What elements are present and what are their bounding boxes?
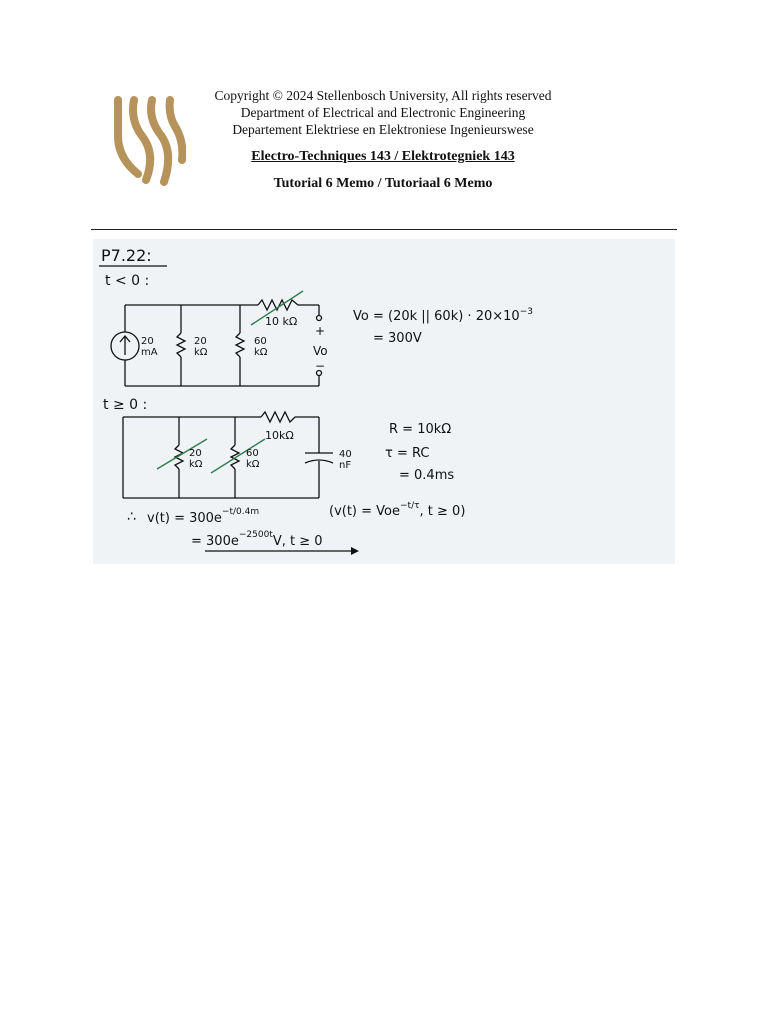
r1-unit: kΩ [194, 347, 208, 358]
memo-title: Tutorial 6 Memo / Tutoriaal 6 Memo [273, 176, 493, 191]
handwritten-solution [93, 239, 675, 564]
vo-label: Vo [313, 344, 328, 358]
condition-t-positive: t ≥ 0 : [103, 397, 148, 413]
condition-t-negative: t < 0 : [105, 273, 150, 289]
r2-unit: kΩ [246, 459, 260, 470]
source-unit: mA [141, 347, 158, 358]
document-header [190, 87, 576, 192]
r2-value: 60 [254, 336, 267, 347]
r1-unit: kΩ [189, 459, 203, 470]
tau-value: = 0.4ms [399, 468, 455, 483]
cap-unit: nF [339, 460, 352, 471]
general-solution: (v(t) = Voe$^{-t/\tau}$, t ≥ 0) [329, 501, 466, 519]
copyright-line: Copyright © 2024 Stellenbosch University, All rights reserved [214, 88, 552, 103]
department-english: Department of Electrical and Electronic Engineering [240, 105, 526, 120]
tau-equation: τ = RC [385, 446, 430, 461]
r-equation: R = 10kΩ [389, 422, 452, 437]
r1-value: 20 [194, 336, 207, 347]
therefore-symbol: ∴ [127, 509, 136, 525]
course-title: Electro-Techniques 143 / Elektrotegniek 143 [251, 149, 515, 164]
minus-sign: − [315, 359, 326, 373]
stellenbosch-university-logo [112, 96, 186, 188]
arrow-head-icon [351, 547, 359, 555]
vo-result: = 300V [373, 331, 422, 346]
cap-value: 40 [339, 449, 352, 460]
circuit-t-positive [123, 412, 333, 498]
source-value: 20 [141, 336, 154, 347]
plus-sign: + [315, 324, 326, 338]
vo-equation: Vo = (20k || $60k) \cdot 20\times 10^{-3}$ [353, 307, 533, 324]
r2-value: 60 [246, 448, 259, 459]
result-line-2: = $300e^{-2500t}V$, t ≥ 0 [191, 530, 323, 549]
r2-unit: kΩ [254, 347, 268, 358]
header-divider [91, 229, 677, 230]
result-line-1: $v(t) = 300e^{-t/0.4m}$ [147, 507, 260, 526]
department-afrikaans: Departement Elektriese en Elektroniese Ingenieurswese [232, 122, 534, 137]
r3-label: 10 kΩ [265, 315, 298, 328]
r1-value: 20 [189, 448, 202, 459]
problem-number: P7.22: [101, 246, 152, 265]
r3-label: 10kΩ [265, 429, 294, 442]
